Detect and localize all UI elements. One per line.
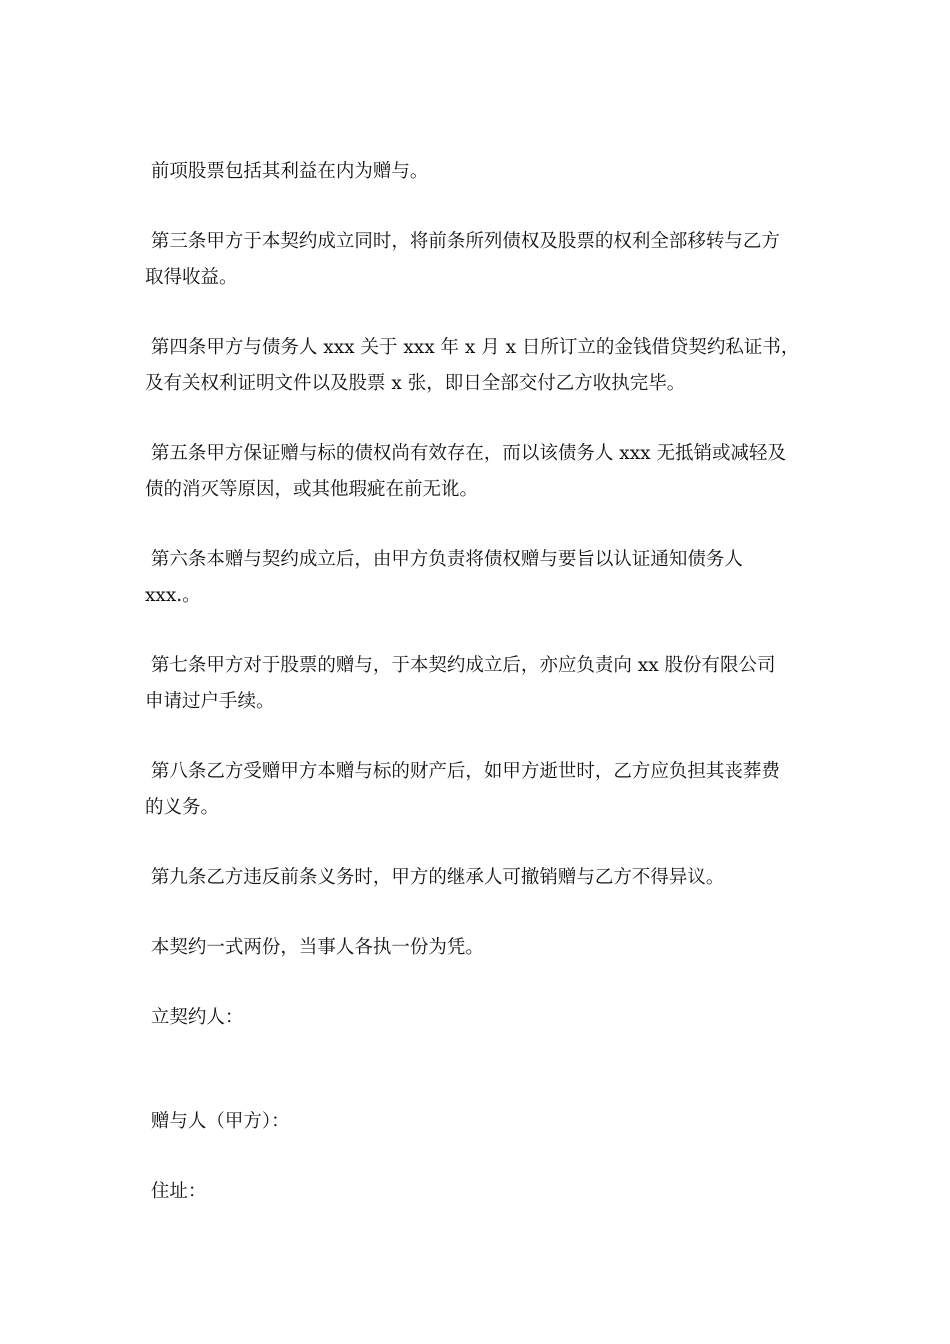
paragraph-stock-gift-scope: 前项股票包括其利益在内为赠与。 [145,161,429,182]
paragraph-article-6: 第六条本赠与契约成立后，由甲方负责将债权赠与要旨以认证通知债务人 xxx.。 [145,549,743,606]
paragraph-article-9: 第九条乙方违反前条义务时，甲方的继承人可撤销赠与乙方不得异议。 [145,867,725,888]
paragraph-article-4: 第四条甲方与债务人 xxx 关于 xxx 年 x 月 x 日所订立的金钱借贷契约私证书， 及有关权利证明文件以及股票 x 张，即日全部交付乙方收执完毕。 [145,337,800,394]
paragraph-article-3: 第三条甲方于本契约成立同时，将前条所列债权及股票的权利全部移转与乙方 取得收益。 [145,231,780,288]
paragraph-article-8: 第八条乙方受赠甲方本赠与标的财产后，如甲方逝世时，乙方应负担其丧葬费 的义务。 [145,761,780,818]
signatory-label: 立契约人： [145,1007,244,1028]
donor-label: 赠与人（甲方）： [145,1111,290,1132]
paragraph-article-5: 第五条甲方保证赠与标的债权尚有效存在，而以该债务人 xxx 无抵销或减轻及 债的消灭等原因，或其他瑕疵在前无讹。 [145,443,786,500]
paragraph-article-7: 第七条甲方对于股票的赠与，于本契约成立后，亦应负责向 xx 股份有限公司 申请过户手续。 [145,655,776,712]
paragraph-copies: 本契约一式两份，当事人各执一份为凭。 [145,937,484,958]
address-label: 住址： [145,1181,207,1202]
